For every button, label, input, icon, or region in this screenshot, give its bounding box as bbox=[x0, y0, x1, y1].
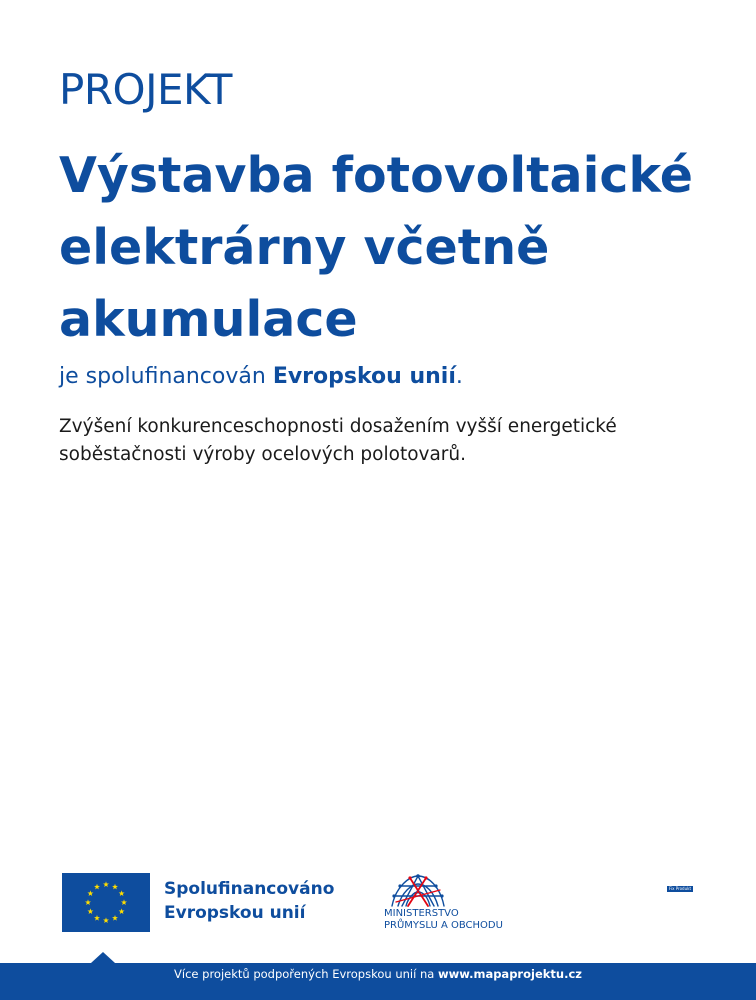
footer-notch bbox=[91, 952, 115, 963]
eu-star bbox=[85, 899, 91, 905]
eu-star bbox=[119, 908, 125, 914]
project-title: Výstavba fotovoltaické elektrárny včetně akumulace bbox=[59, 147, 693, 348]
footer-text: Více projektů podpořených Evropskou unií na bbox=[174, 967, 438, 981]
eu-cofinanced-text bbox=[164, 877, 334, 925]
eu-star bbox=[87, 908, 93, 914]
eu-star bbox=[112, 915, 118, 921]
eu-flag-logo bbox=[62, 873, 150, 932]
eu-star bbox=[94, 915, 100, 921]
eu-star bbox=[103, 881, 109, 887]
eu-stars-icon bbox=[62, 873, 150, 932]
eu-star bbox=[119, 890, 125, 896]
eu-star bbox=[94, 884, 100, 890]
cofinanced-statement bbox=[59, 362, 463, 392]
eu-text-line2: Evropskou unií bbox=[164, 903, 306, 923]
eu-star bbox=[112, 884, 118, 890]
footer-link[interactable]: www.mapaprojektu.cz bbox=[437, 967, 582, 981]
eu-star bbox=[87, 890, 93, 896]
ministry-name bbox=[384, 908, 503, 932]
eu-star bbox=[121, 899, 127, 905]
cofinanced-suffix: . bbox=[455, 364, 463, 389]
ministry-logo bbox=[384, 870, 524, 936]
cofinanced-prefix: je spolufinancován bbox=[59, 364, 273, 389]
ministry-name-line2: PRŮMYSLU A OBCHODU bbox=[384, 920, 503, 931]
eu-star bbox=[103, 917, 109, 923]
footer-bar bbox=[0, 963, 756, 1000]
product-tag: Fix Produkt bbox=[668, 886, 692, 891]
poster-label: PROJEKT bbox=[59, 65, 232, 114]
ministry-globe-icon bbox=[388, 872, 448, 908]
cofinanced-highlight: Evropskou unií bbox=[272, 364, 456, 389]
eu-text-line1: Spolufinancováno bbox=[164, 879, 335, 899]
project-description: Zvýšení konkurenceschopnosti dosažením vyšší energetické soběstačnosti výroby ocelových polotovarů. bbox=[59, 416, 617, 465]
ministry-name-line1: MINISTERSTVO bbox=[384, 908, 459, 919]
